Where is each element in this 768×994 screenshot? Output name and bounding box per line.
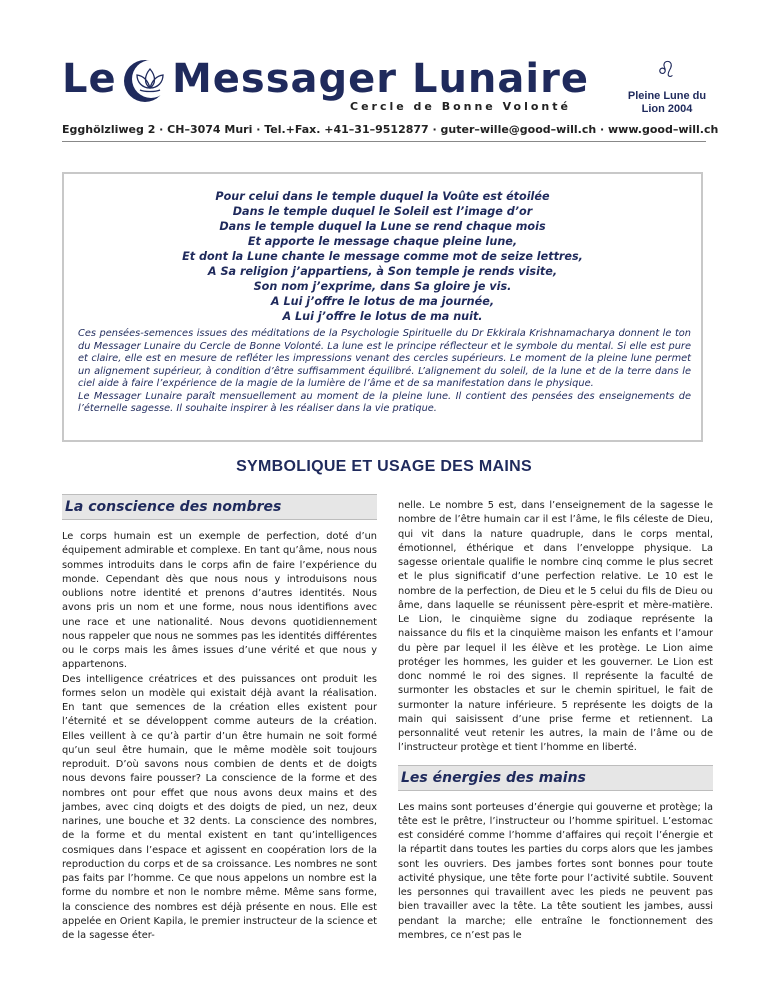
poem-line: Pour celui dans le temple duquel la Voûte est étoilée xyxy=(215,190,550,203)
title-main: Messager Lunaire xyxy=(172,56,589,102)
poem-line: Et dont la Lune chante le message comme mot de seize lettres, xyxy=(182,250,583,263)
intro-paragraph: Le Messager Lunaire paraît mensuellement au moment de la pleine lune. Il contient des pensées des enseignements de l’éternelle sagesse. Il souhaite inspirer à les réaliser dans la vie pratique. xyxy=(78,390,691,414)
full-moon-line-1: Pleine Lune du xyxy=(627,90,707,102)
body-paragraph: Les mains sont porteuses d’énergie qui gouverne et protège; la tête est le prêtre, l’instructeur ou l’homme spirituel. L’estomac est considéré comme l’homme d’affaires qui reçoit l’énergie et la répartit dans toutes les parties du corps alors que les jambes sont les ouvriers. Des jambes fortes sont bonnes pour toute activité physique, une tête forte pour l’activité subtile. Souvent les personnes qui travaillent avec les pieds ne peuvent pas bien travailler avec la tête. La tête soutient les jambes, aussi pendant la marche; elle entraîne le fonctionnement des membres, ce n’est pas le xyxy=(398,801,713,941)
left-column xyxy=(62,494,377,943)
intro-description xyxy=(78,328,691,416)
invocation-poem xyxy=(64,189,701,324)
poem-line: A Sa religion j’appartiens, à Son temple je rends visite, xyxy=(207,265,558,278)
poem-line: Dans le temple duquel le Soleil est l’image d’or xyxy=(232,205,533,218)
poem-line: A Lui j’offre le lotus de ma journée, xyxy=(270,295,495,308)
poem-line: Dans le temple duquel la Lune se rend chaque mois xyxy=(219,220,546,233)
header-divider xyxy=(62,141,706,142)
right-column xyxy=(398,499,713,943)
masthead xyxy=(62,56,702,118)
leo-zodiac-icon: ♌ xyxy=(656,58,676,83)
section-heading: Les énergies des mains xyxy=(398,765,713,791)
full-moon-line-2: Lion 2004 xyxy=(641,103,693,115)
intro-paragraph: Ces pensées-semences issues des méditations de la Psychologie Spirituelle du Dr Ekkirala Krishnamacharya donnent le ton du Messager Lunaire du Cercle de Bonne Volonté. La lune est le principe réflecteur et le symbole du mental. Si elle est pure et claire, elle est en mesure de refléter les impressions venant des cercles supérieurs. Le moment de la pleine lune permet un alignement supérieur, à condition d’être suffisamment équilibré. L’alignement du soleil, de la lune et de la terre dans le ciel aide à faire l’expérience de la magie de la lumière de l’âme et de sa manifestation dans le physique. xyxy=(78,328,691,389)
section-heading: La conscience des nombres xyxy=(62,494,377,520)
article-title: SYMBOLIQUE ET USAGE DES MAINS xyxy=(236,458,532,475)
body-paragraph: nelle. Le nombre 5 est, dans l’enseignement de la sagesse le nombre de l’être humain car il est l’âme, le fils céleste de Dieu, qui vit dans la nature quadruple, dans le corps mental, émotionnel, éthérique et dans l’enveloppe physique. La sagesse orientale qualifie le nombre cinq comme le plus secret et le plus significatif d’une perfection relative. Le 10 est le nombre de la perfection, de Dieu et le 5 celui du fils de Dieu ou âme, dans laquelle se réunissent père-esprit et mère-matière. Le Lion, le cinquième signe du zodiaque représente la naissance du fils et la cinquième maison les enfants et l’amour du père par lequel il les élève et les protège. Le Lion aime protéger les hommes, les guider et les gouverner. Le Lion est donc nommé le roi des signes. Il représente la faculté de surmonter les obstacles et sur le chemin spirituel, le fait de surmonter la nature inférieure. 5 représente les doigts de la main qui saisissent d’une prise ferme et retiennent. La personnalité veut retenir les autres, la main de l’âme ou de l’instructeur protège et tient l’homme en liberté. xyxy=(398,500,713,754)
moon-lotus-logo-icon xyxy=(122,58,168,104)
title-le: Le xyxy=(62,56,117,102)
body-paragraph: Des intelligence créatrices et des puissances ont produit les formes selon un modèle qui existait déjà avant la réalisation. En tant que semences de la création elles existent pour l’éternité et se développent comme auteurs de la création. Elles veillent à ce qu’à partir d’un être humain ne soit formé qu’un seul être humain, que le même modèle soit toujours reproduit. D’où savons nous combien de dents et de doigts nous devons faire pousser? La conscience de la forme et des nombres ont pour effet que nous avons deux mains et des jambes, avec cinq doigts et des doigts de pied, un nez, deux narines, une bouche et 32 dents. La conscience des nombres, de la forme et du mental existent en tant qu’intelligences cosmiques dans l’espace et agissent en coopération lors de la reproduction du corps et de sa croissance. Les nombres ne sont pas faits par l’homme. Ce que nous appelons un nombre est la forme du nombre et non le nombre même. Même sans forme, la conscience des nombres est déjà présente en nous. Elle est appelée en Orient Kapila, le premier instructeur de la science et de la sagesse éter- xyxy=(62,673,377,941)
poem-line: Son nom j’exprime, dans Sa gloire je vis. xyxy=(253,280,512,293)
intro-box xyxy=(62,172,703,442)
subtitle: Cercle de Bonne Volonté xyxy=(350,100,571,113)
full-moon-date xyxy=(612,90,722,116)
body-paragraph: Le corps humain est un exemple de perfection, doté d’un équipement admirable et complexe. En tant qu’âme, nous nous sommes introduits dans le corps afin de faire l’expérience du monde. Cependant dès que nous nous y introduisons nous oublions notre identité et prenons d’autres identités. Nous avons pris un nom et une forme, nous nous identifions avec une race et une nationalité. Nous devons quotidiennement nous rappeler que nous ne sommes pas les identités différentes ou le corps mais les âmes issues d’une vérité et que nous y appartenons. xyxy=(62,531,377,671)
poem-line: A Lui j’offre le lotus de ma nuit. xyxy=(282,310,483,323)
poem-line: Et apporte le message chaque pleine lune, xyxy=(247,235,518,248)
contact-address: Egghölzliweg 2 · CH–3074 Muri · Tel.+Fax. +41–31–9512877 · guter–wille@good–will.ch · www.good–will.ch xyxy=(62,123,719,136)
